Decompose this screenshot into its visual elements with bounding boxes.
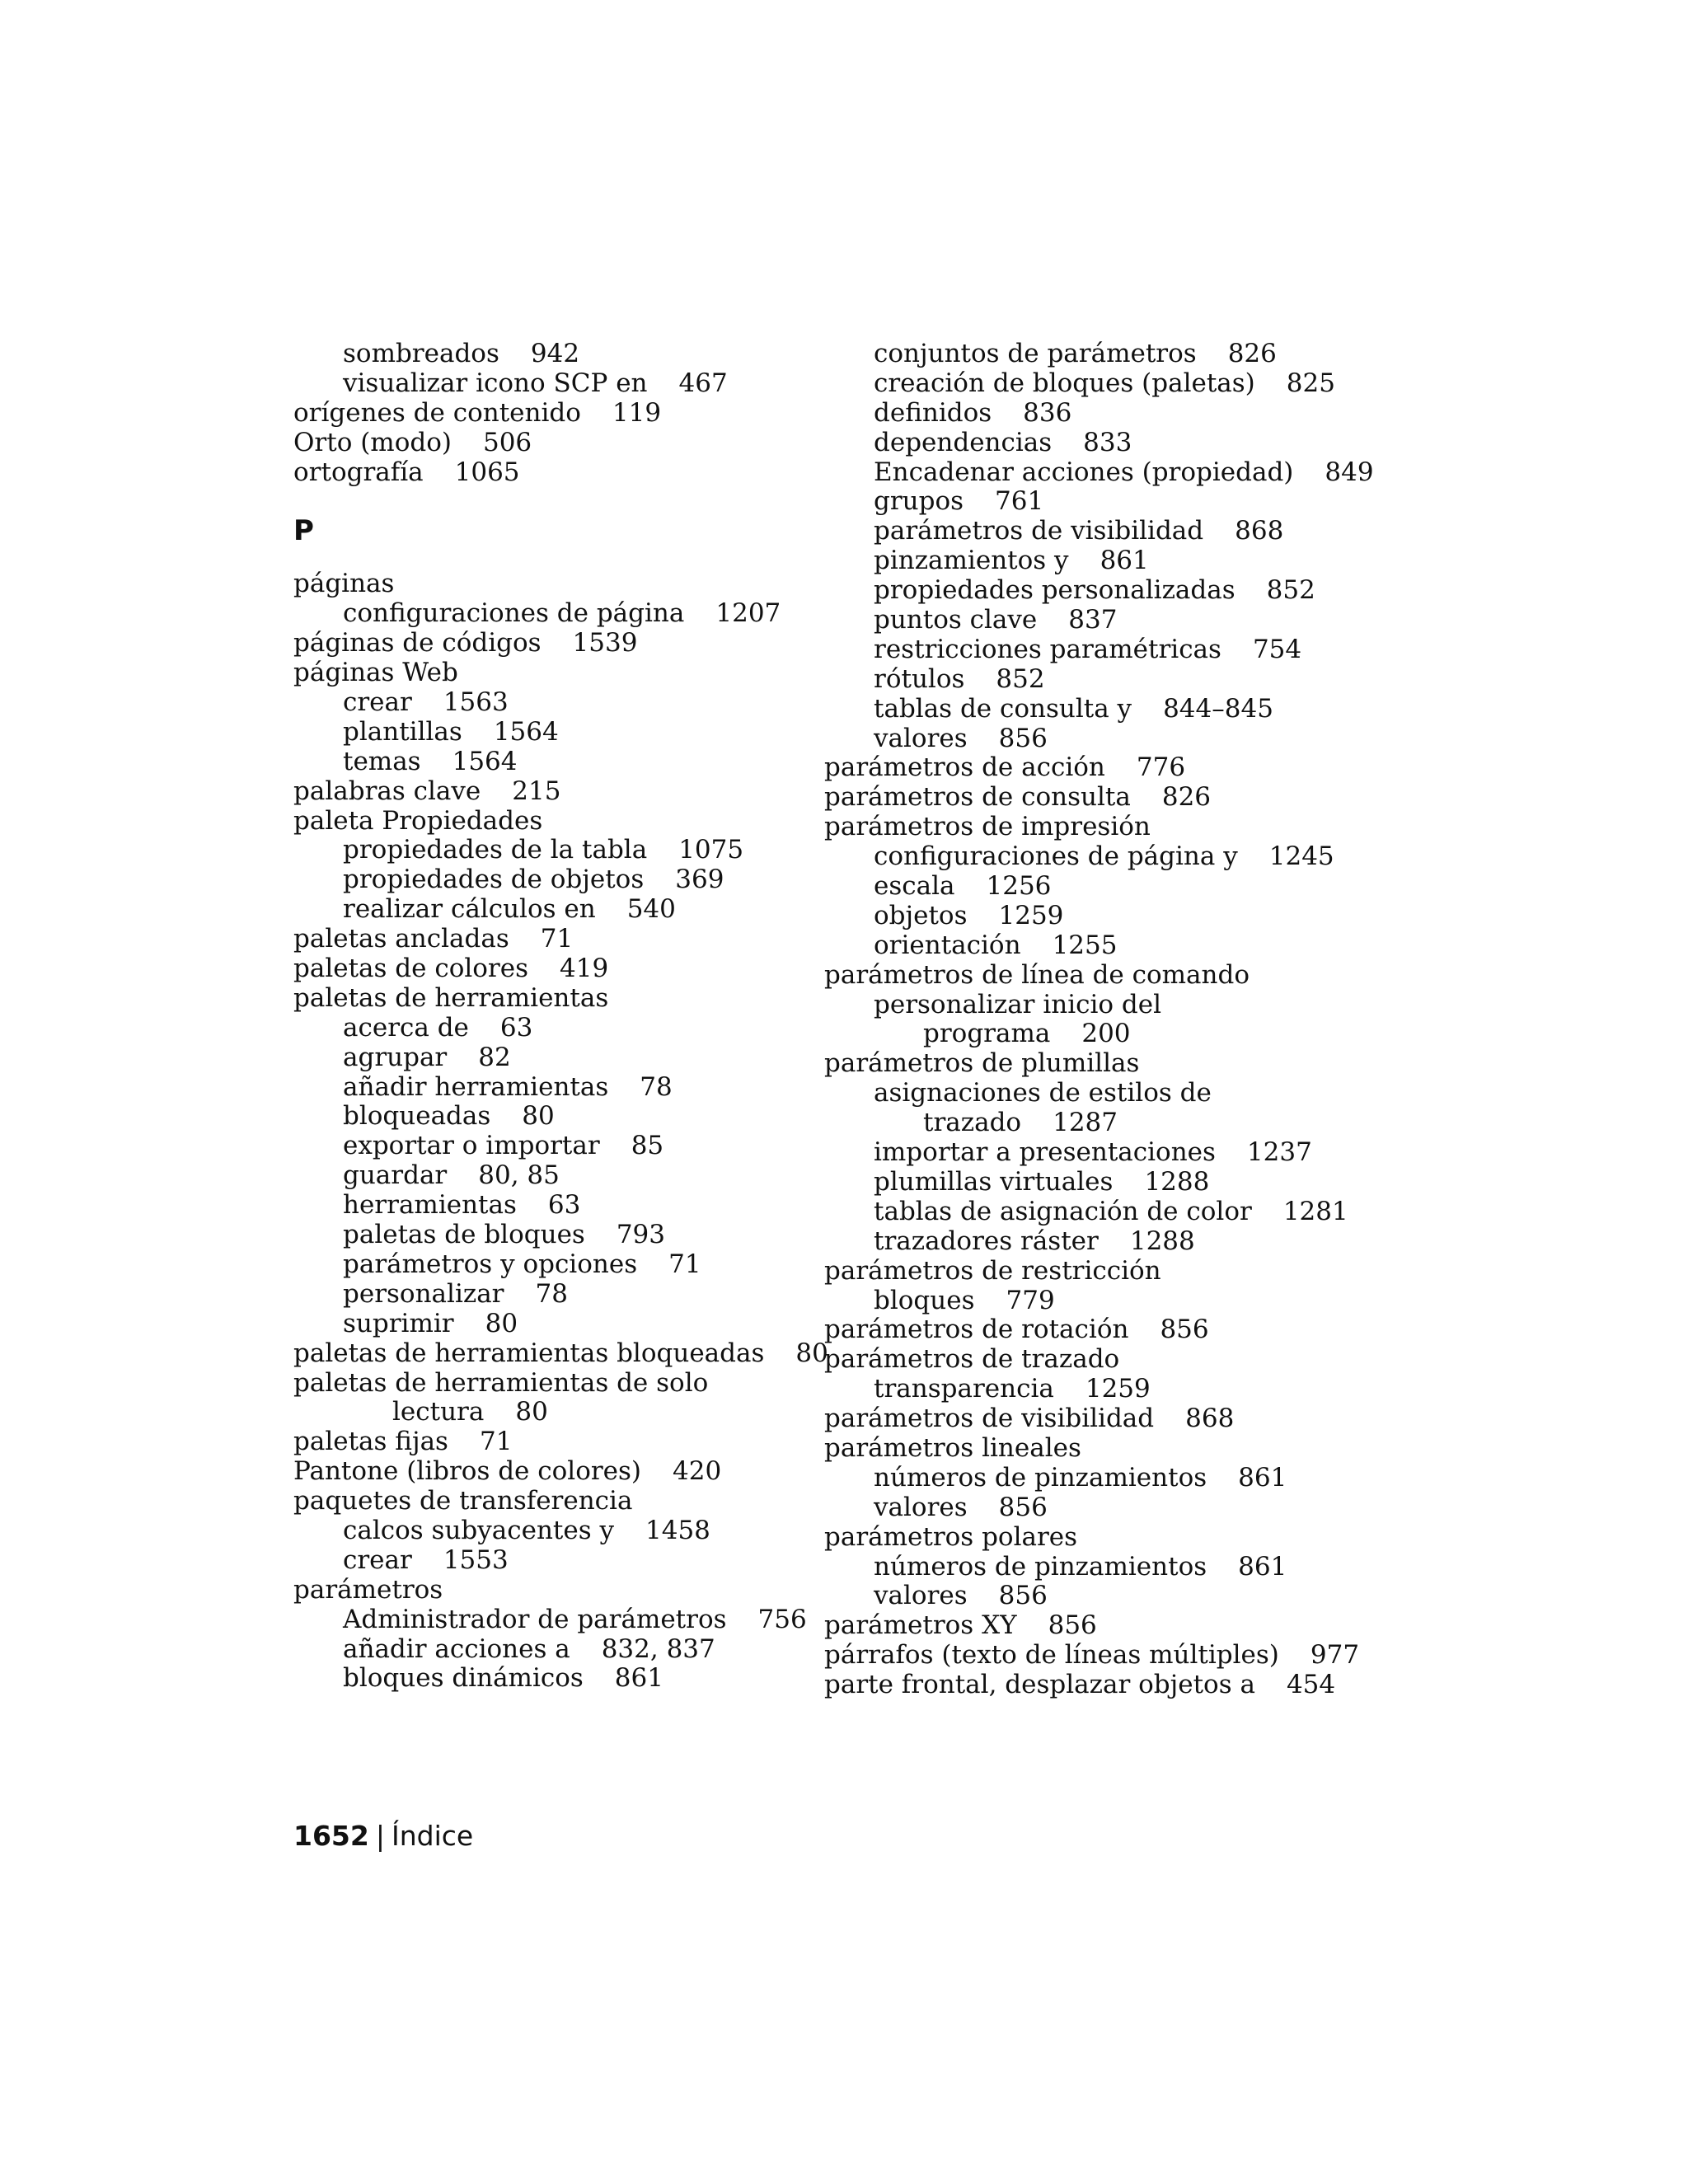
index-page-ref: 63 xyxy=(499,1012,533,1043)
index-term: configuraciones de página y xyxy=(874,841,1238,872)
index-term: parte frontal, desplazar objetos a xyxy=(824,1670,1255,1700)
index-entry xyxy=(293,340,804,369)
index-page-ref: 419 xyxy=(560,954,609,984)
index-entry xyxy=(293,1516,804,1546)
index-entry xyxy=(293,718,804,748)
index-term: valores xyxy=(874,723,968,753)
index-term: páginas de códigos xyxy=(293,628,542,658)
index-term: paletas de herramientas bloqueadas xyxy=(293,1338,765,1368)
index-term: parámetros polares xyxy=(824,1521,1078,1552)
index-entry xyxy=(824,1138,1335,1168)
index-page-ref: 78 xyxy=(640,1071,673,1102)
index-entry xyxy=(824,931,1335,961)
index-entry xyxy=(293,458,804,488)
index-page-ref: 63 xyxy=(547,1190,581,1221)
index-entry xyxy=(824,1582,1335,1611)
index-page-ref: 1207 xyxy=(715,598,781,629)
index-term: realizar cálculos en xyxy=(343,894,596,925)
index-column-left xyxy=(293,339,828,1694)
index-entry xyxy=(824,1611,1335,1641)
index-entry xyxy=(293,369,804,399)
index-term: trazado xyxy=(923,1108,1022,1138)
index-page-ref: 1237 xyxy=(1246,1137,1312,1168)
index-entry xyxy=(824,1464,1335,1493)
index-entry xyxy=(824,1553,1335,1582)
index-term: propiedades personalizadas xyxy=(874,575,1236,606)
index-entry xyxy=(824,457,1374,488)
index-entry xyxy=(293,599,804,629)
index-term: Orto (modo) xyxy=(293,427,452,457)
index-entry xyxy=(293,954,804,984)
index-term: parámetros lineales xyxy=(824,1432,1081,1463)
index-page-ref: 761 xyxy=(995,486,1044,517)
index-entry xyxy=(293,984,804,1014)
index-term: parámetros de trazado xyxy=(824,1344,1120,1375)
index-term: paletas fijas xyxy=(293,1427,448,1457)
index-page-ref: 506 xyxy=(482,427,532,457)
index-entry xyxy=(293,1102,804,1132)
index-term: calcos subyacentes y xyxy=(343,1515,615,1545)
index-term: ortografía xyxy=(293,457,424,487)
index-page-ref: 832, 837 xyxy=(601,1633,715,1664)
index-term: personalizar xyxy=(343,1278,504,1309)
index-entry xyxy=(824,1168,1335,1197)
index-term: parámetros de línea de comando xyxy=(824,959,1250,990)
index-term: agrupar xyxy=(343,1042,448,1072)
index-page-ref: 1563 xyxy=(443,687,509,718)
index-entry xyxy=(293,1369,804,1399)
index-entry xyxy=(824,340,1335,369)
index-page-ref: 1065 xyxy=(454,457,520,487)
index-entry xyxy=(824,1108,1335,1138)
index-entry xyxy=(824,429,1335,458)
index-entry xyxy=(824,369,1335,399)
index-entry xyxy=(293,1635,804,1665)
index-entry xyxy=(293,836,804,865)
index-page-ref: 856 xyxy=(998,723,1048,753)
index-page-ref: 833 xyxy=(1083,427,1132,457)
index-term: trazadores ráster xyxy=(874,1226,1099,1256)
index-page-ref: 856 xyxy=(1048,1610,1097,1641)
index-page-ref: 1075 xyxy=(678,835,744,865)
index-page-ref: 80 xyxy=(795,1338,828,1368)
index-page-ref: 80 xyxy=(515,1397,548,1427)
index-term: Encadenar acciones (propiedad) xyxy=(874,457,1294,487)
index-term: grupos xyxy=(874,486,964,517)
index-entry xyxy=(824,1523,1335,1553)
index-entry xyxy=(824,1049,1335,1079)
index-term: parámetros de restricción xyxy=(824,1255,1161,1286)
index-page-ref: 71 xyxy=(540,924,574,954)
index-term: parámetros de impresión xyxy=(824,812,1151,842)
index-page-ref: 1255 xyxy=(1052,930,1118,960)
index-term: puntos clave xyxy=(874,605,1038,635)
footer-section-title: Índice xyxy=(391,1820,474,1852)
index-term: objetos xyxy=(874,900,968,930)
index-term: paletas ancladas xyxy=(293,924,509,954)
index-term: páginas Web xyxy=(293,658,458,688)
index-term: bloqueadas xyxy=(343,1101,491,1132)
index-term: paletas de bloques xyxy=(343,1220,585,1250)
index-page-ref: 1256 xyxy=(986,871,1052,902)
index-term: lectura xyxy=(392,1397,485,1427)
index-entry xyxy=(824,1404,1335,1434)
page-number: 1652 xyxy=(293,1820,369,1852)
index-term: definidos xyxy=(874,397,992,428)
index-entry xyxy=(293,429,804,458)
index-term: valores xyxy=(874,1492,968,1522)
index-entry xyxy=(293,1427,804,1457)
index-term: añadir herramientas xyxy=(343,1071,609,1102)
index-page-ref: 420 xyxy=(673,1456,722,1487)
index-page-ref: 852 xyxy=(996,663,1045,694)
index-term: asignaciones de estilos de xyxy=(874,1078,1212,1108)
index-entry xyxy=(824,842,1335,872)
index-page-ref: 200 xyxy=(1081,1019,1131,1049)
index-page-ref: 215 xyxy=(512,776,561,806)
index-term: personalizar inicio del xyxy=(874,989,1162,1019)
index-entry xyxy=(824,1019,1335,1049)
index-term: tablas de asignación de color xyxy=(874,1196,1252,1226)
index-term: páginas xyxy=(293,569,395,599)
index-term: plantillas xyxy=(343,716,462,747)
index-term: rótulos xyxy=(874,663,965,694)
index-entry xyxy=(824,1434,1335,1464)
index-page-ref: 85 xyxy=(631,1131,664,1161)
index-page-ref: 71 xyxy=(479,1427,513,1457)
index-entry xyxy=(293,1546,804,1576)
index-page-ref: 1287 xyxy=(1053,1108,1118,1138)
index-entry xyxy=(293,569,804,599)
index-term: orientación xyxy=(874,930,1021,960)
index-entry xyxy=(293,777,804,807)
index-term: paletas de colores xyxy=(293,954,529,984)
index-page-ref: 826 xyxy=(1161,782,1212,813)
index-entry xyxy=(293,748,804,777)
index-entries-p xyxy=(293,569,828,1694)
index-entry xyxy=(824,399,1335,429)
index-entry xyxy=(293,807,804,837)
index-entry xyxy=(824,961,1335,991)
index-entry xyxy=(293,1250,804,1280)
index-page-ref: 454 xyxy=(1286,1670,1336,1700)
index-entry xyxy=(293,1073,804,1103)
index-term: restricciones paramétricas xyxy=(874,634,1221,664)
index-entry xyxy=(293,865,804,895)
index-entry xyxy=(293,1014,804,1043)
index-entry xyxy=(824,1640,1360,1671)
index-term: conjuntos de parámetros xyxy=(874,339,1197,368)
index-entry xyxy=(293,1576,804,1605)
index-page-ref: 861 xyxy=(614,1663,663,1694)
index-entry xyxy=(824,1257,1335,1286)
index-page-ref: 119 xyxy=(612,397,662,428)
index-entry xyxy=(293,1280,804,1310)
index-entry xyxy=(824,635,1335,665)
index-term: paletas de herramientas de solo xyxy=(293,1367,709,1398)
index-term: Administrador de parámetros xyxy=(343,1604,727,1634)
index-page-ref: 856 xyxy=(1160,1315,1209,1345)
index-page-ref: 467 xyxy=(678,368,728,398)
index-page-ref: 861 xyxy=(1100,546,1149,576)
index-term: parámetros de visibilidad xyxy=(824,1404,1155,1434)
index-entry xyxy=(824,606,1335,635)
index-entry xyxy=(824,1227,1335,1257)
index-page-ref: 82 xyxy=(478,1042,511,1072)
index-entry xyxy=(824,1345,1335,1375)
index-term: parámetros xyxy=(293,1574,443,1605)
index-term: exportar o importar xyxy=(343,1131,600,1161)
index-term: parámetros de plumillas xyxy=(824,1048,1140,1079)
index-term: parámetros XY xyxy=(824,1610,1017,1641)
index-term: bloques dinámicos xyxy=(343,1663,584,1694)
index-page-ref: 369 xyxy=(675,865,724,895)
index-term: herramientas xyxy=(343,1190,517,1221)
index-entry xyxy=(824,991,1335,1020)
index-page-ref: 1281 xyxy=(1282,1196,1348,1226)
index-term: bloques xyxy=(874,1285,975,1315)
index-page-ref: 1259 xyxy=(1085,1374,1151,1404)
index-page-ref: 1564 xyxy=(493,716,559,747)
index-page-ref: 1564 xyxy=(452,746,518,776)
index-term: propiedades de objetos xyxy=(343,865,645,895)
index-term: valores xyxy=(874,1581,968,1611)
index-entry xyxy=(824,1375,1335,1404)
index-entry xyxy=(824,783,1335,813)
index-page-ref: 1288 xyxy=(1144,1166,1210,1197)
index-term: plumillas virtuales xyxy=(874,1166,1114,1197)
index-entry xyxy=(293,895,804,925)
index-term: importar a presentaciones xyxy=(874,1137,1216,1168)
index-page-ref: 1458 xyxy=(645,1515,710,1545)
index-entry xyxy=(824,576,1335,606)
index-page-ref: 837 xyxy=(1068,605,1118,635)
index-entry xyxy=(293,1338,828,1369)
index-term: configuraciones de página xyxy=(343,598,685,629)
index-term: añadir acciones a xyxy=(343,1633,570,1664)
index-term: crear xyxy=(343,1544,412,1575)
index-term: parámetros de visibilidad xyxy=(874,516,1204,546)
index-term: números de pinzamientos xyxy=(874,1551,1207,1582)
index-column-right xyxy=(824,339,1374,1700)
index-page-ref: 1539 xyxy=(572,628,638,658)
index-page-ref: 868 xyxy=(1235,516,1284,546)
index-term: transparencia xyxy=(874,1374,1054,1404)
index-term: creación de bloques (paletas) xyxy=(874,368,1255,398)
index-entry xyxy=(293,658,804,688)
index-page-ref: 844–845 xyxy=(1163,693,1273,724)
index-entry xyxy=(824,665,1335,695)
index-term: números de pinzamientos xyxy=(874,1462,1207,1493)
index-entry xyxy=(824,1196,1348,1227)
index-page-ref: 71 xyxy=(668,1249,701,1279)
index-entry xyxy=(824,546,1335,576)
index-page-ref: 856 xyxy=(998,1492,1048,1522)
index-entry xyxy=(293,1191,804,1221)
index-term: paleta Propiedades xyxy=(293,805,543,836)
index-entry xyxy=(824,487,1335,517)
page-footer xyxy=(293,1820,473,1852)
index-entry xyxy=(824,753,1335,783)
section-letter: P xyxy=(293,514,314,548)
index-term: orígenes de contenido xyxy=(293,397,581,428)
index-term: parámetros y opciones xyxy=(343,1249,638,1279)
index-term: visualizar icono SCP en xyxy=(343,368,648,398)
index-page-ref: 826 xyxy=(1227,339,1277,368)
index-term: parámetros de acción xyxy=(824,752,1105,783)
index-term: palabras clave xyxy=(293,776,481,806)
index-term: párrafos (texto de líneas múltiples) xyxy=(824,1640,1279,1671)
index-page-ref: 80 xyxy=(485,1308,518,1338)
index-page-ref: 836 xyxy=(1023,397,1072,428)
index-entry xyxy=(824,517,1335,546)
index-page-ref: 1288 xyxy=(1129,1226,1195,1256)
index-term: temas xyxy=(343,746,421,776)
index-entry xyxy=(293,1457,804,1487)
index-entries-p-continued xyxy=(824,339,1374,1700)
index-page-ref: 825 xyxy=(1286,368,1335,398)
index-page-ref: 942 xyxy=(530,339,580,368)
index-page-ref: 776 xyxy=(1136,752,1186,783)
index-page-ref: 793 xyxy=(616,1220,665,1250)
index-page-ref: 754 xyxy=(1252,634,1302,664)
index-page-ref: 756 xyxy=(757,1604,807,1634)
index-term: propiedades de la tabla xyxy=(343,835,648,865)
index-page-ref: 779 xyxy=(1006,1285,1055,1315)
index-entry xyxy=(293,629,804,658)
index-entry xyxy=(293,1043,804,1073)
index-page-ref: 849 xyxy=(1325,457,1374,487)
index-page-ref: 1553 xyxy=(443,1544,509,1575)
index-entry xyxy=(824,1079,1335,1108)
index-term: crear xyxy=(343,687,412,718)
index-page-ref: 861 xyxy=(1238,1462,1287,1493)
index-term: paletas de herramientas xyxy=(293,982,609,1013)
index-term: guardar xyxy=(343,1160,448,1191)
index-page-ref: 78 xyxy=(535,1278,568,1309)
index-entry xyxy=(293,925,804,954)
index-entry xyxy=(293,1132,804,1161)
index-entry xyxy=(824,724,1335,754)
index-entry xyxy=(824,1286,1335,1316)
index-entry xyxy=(824,813,1335,842)
index-entry xyxy=(293,399,804,429)
index-entry xyxy=(824,1315,1335,1345)
index-term: paquetes de transferencia xyxy=(293,1486,633,1516)
index-entry xyxy=(824,872,1335,902)
index-entry xyxy=(293,688,804,718)
index-page-ref: 977 xyxy=(1310,1640,1360,1671)
index-term: tablas de consulta y xyxy=(874,693,1132,724)
index-term: sombreados xyxy=(343,339,499,368)
index-page-ref: 80, 85 xyxy=(478,1160,560,1191)
index-term: parámetros de rotación xyxy=(824,1315,1129,1345)
index-term: parámetros de consulta xyxy=(824,782,1131,813)
index-entry xyxy=(293,1398,804,1427)
index-term: suprimir xyxy=(343,1308,454,1338)
index-term: Pantone (libros de colores) xyxy=(293,1456,642,1487)
index-entry xyxy=(293,1664,804,1694)
index-term: dependencias xyxy=(874,427,1053,457)
index-page-ref: 1245 xyxy=(1268,841,1334,872)
index-page-ref: 540 xyxy=(626,894,676,925)
index-term: programa xyxy=(923,1019,1051,1049)
index-entry xyxy=(293,1161,804,1191)
index-term: acerca de xyxy=(343,1012,469,1043)
index-page-ref: 861 xyxy=(1238,1551,1287,1582)
footer-separator: | xyxy=(375,1820,385,1852)
index-entry xyxy=(824,1671,1335,1700)
index-term: pinzamientos y xyxy=(874,546,1069,576)
index-page-ref: 856 xyxy=(998,1581,1048,1611)
index-entry xyxy=(293,1604,807,1635)
index-term: escala xyxy=(874,871,955,902)
index-entry xyxy=(293,1310,804,1339)
index-entry xyxy=(824,1493,1335,1523)
index-entry xyxy=(824,695,1335,724)
index-entry xyxy=(293,1221,804,1250)
index-page-ref: 80 xyxy=(522,1101,555,1132)
index-entry xyxy=(293,1487,804,1516)
index-page-ref: 1259 xyxy=(998,900,1064,930)
index-entry xyxy=(824,902,1335,931)
index-page-ref: 868 xyxy=(1185,1404,1235,1434)
index-entries-continued xyxy=(293,340,804,487)
index-page-ref: 852 xyxy=(1266,575,1315,606)
